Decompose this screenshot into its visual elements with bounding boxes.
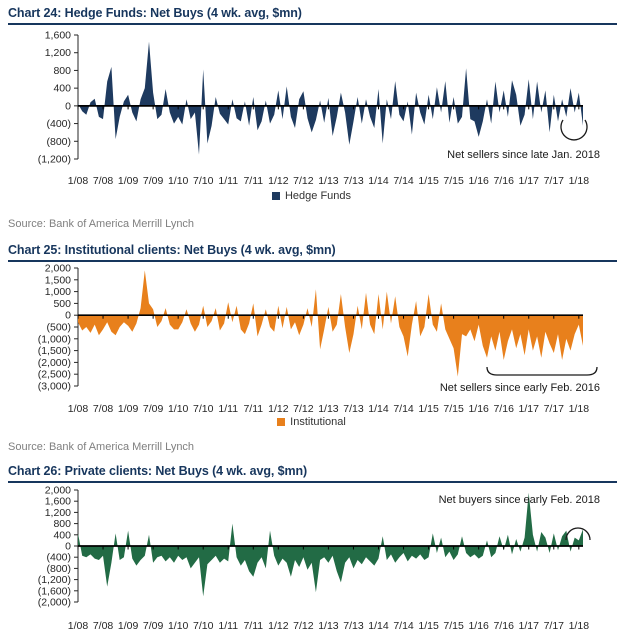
chart26-annotation-arc: [566, 528, 590, 540]
svg-text:7/11: 7/11: [243, 175, 264, 187]
svg-text:1/08: 1/08: [67, 403, 89, 415]
chart25-title: Chart 25: Institutional clients: Net Buys (4 wk. avg, $mn): [8, 243, 617, 262]
svg-text:500: 500: [53, 297, 71, 310]
svg-text:1/09: 1/09: [117, 403, 139, 415]
svg-text:1/11: 1/11: [218, 403, 239, 415]
chart26-annotation-text: Net buyers since early Feb. 2018: [438, 494, 600, 506]
svg-text:7/15: 7/15: [443, 175, 464, 187]
svg-text:7/13: 7/13: [343, 403, 364, 415]
svg-text:(400): (400): [46, 551, 71, 564]
svg-text:1/13: 1/13: [318, 620, 339, 632]
svg-text:800: 800: [53, 518, 71, 531]
chart25-source: Source: Bank of America Merrill Lynch: [8, 441, 195, 453]
svg-text:(1,200): (1,200): [37, 574, 71, 587]
svg-text:1,200: 1,200: [44, 47, 71, 60]
svg-text:1/18: 1/18: [568, 175, 590, 187]
svg-text:0: 0: [65, 309, 71, 322]
svg-text:1/08: 1/08: [67, 620, 89, 632]
institutional-legend-swatch-icon: [277, 418, 285, 426]
svg-text:(1,500): (1,500): [37, 345, 71, 358]
svg-text:1/17: 1/17: [518, 403, 539, 415]
svg-text:0: 0: [65, 540, 71, 553]
svg-text:7/15: 7/15: [443, 620, 464, 632]
chart25-plot: [0, 262, 623, 415]
chart25-legend: [0, 415, 623, 429]
svg-text:7/08: 7/08: [92, 620, 114, 632]
svg-text:400: 400: [53, 82, 71, 95]
svg-text:1/18: 1/18: [568, 620, 590, 632]
svg-text:7/16: 7/16: [493, 175, 514, 187]
svg-text:7/12: 7/12: [293, 403, 314, 415]
svg-text:7/10: 7/10: [192, 403, 214, 415]
svg-text:1/16: 1/16: [468, 620, 489, 632]
svg-text:7/17: 7/17: [543, 403, 565, 415]
chart24-axes: [38, 30, 589, 188]
svg-text:(800): (800): [46, 135, 71, 148]
svg-text:(1,200): (1,200): [37, 153, 71, 166]
svg-text:(1,000): (1,000): [37, 333, 71, 346]
svg-text:7/12: 7/12: [293, 620, 314, 632]
svg-text:7/17: 7/17: [543, 175, 565, 187]
svg-text:1/12: 1/12: [268, 175, 289, 187]
svg-text:7/15: 7/15: [443, 403, 464, 415]
svg-text:1/10: 1/10: [167, 620, 189, 632]
hedge-funds-legend-swatch-icon: [272, 192, 280, 200]
svg-text:7/13: 7/13: [343, 175, 364, 187]
chart24-legend-label: Hedge Funds: [284, 190, 352, 202]
svg-text:7/14: 7/14: [393, 175, 414, 187]
chart25-annotation-text: Net sellers since early Feb. 2016: [439, 382, 600, 394]
chart26-title: Chart 26: Private clients: Net Buys (4 wk. avg, $mn): [8, 464, 617, 483]
svg-text:1/15: 1/15: [418, 403, 439, 415]
svg-text:0: 0: [65, 100, 71, 113]
svg-text:7/16: 7/16: [493, 620, 514, 632]
svg-text:1/15: 1/15: [418, 175, 439, 187]
svg-text:1/12: 1/12: [268, 620, 289, 632]
svg-text:1,000: 1,000: [44, 286, 71, 299]
svg-text:7/09: 7/09: [142, 403, 164, 415]
svg-text:1/13: 1/13: [318, 175, 339, 187]
svg-text:400: 400: [53, 529, 71, 542]
svg-text:7/08: 7/08: [92, 403, 114, 415]
svg-text:(400): (400): [46, 118, 71, 131]
svg-text:1/13: 1/13: [318, 403, 339, 415]
svg-text:7/13: 7/13: [343, 620, 364, 632]
svg-text:7/09: 7/09: [142, 620, 164, 632]
svg-text:1,600: 1,600: [44, 29, 71, 42]
svg-text:800: 800: [53, 64, 71, 77]
chart24-annotation-circle: [561, 120, 587, 140]
svg-text:2,000: 2,000: [44, 484, 71, 497]
svg-text:1/12: 1/12: [268, 403, 289, 415]
chart26-axes: [38, 485, 589, 633]
svg-text:1/14: 1/14: [368, 403, 389, 415]
chart25-section: [0, 243, 623, 454]
svg-text:7/11: 7/11: [243, 620, 264, 632]
svg-text:(2,500): (2,500): [37, 368, 71, 381]
svg-text:1,200: 1,200: [44, 506, 71, 519]
svg-text:7/11: 7/11: [243, 403, 264, 415]
chart25-annotation-brace: [487, 367, 597, 375]
svg-text:7/10: 7/10: [192, 620, 214, 632]
svg-text:(800): (800): [46, 562, 71, 575]
chart26-plot: [0, 483, 623, 633]
svg-text:7/08: 7/08: [92, 175, 114, 187]
svg-text:7/17: 7/17: [543, 620, 565, 632]
svg-text:(2,000): (2,000): [37, 356, 71, 369]
svg-text:1/10: 1/10: [167, 175, 189, 187]
svg-text:1/18: 1/18: [568, 403, 590, 415]
svg-text:1/17: 1/17: [518, 620, 539, 632]
svg-text:1/11: 1/11: [218, 620, 239, 632]
svg-text:7/09: 7/09: [142, 175, 164, 187]
svg-text:7/14: 7/14: [393, 620, 414, 632]
svg-text:1,500: 1,500: [44, 274, 71, 287]
svg-text:(3,000): (3,000): [37, 380, 71, 393]
svg-text:1/09: 1/09: [117, 620, 139, 632]
chart26-section: [0, 464, 623, 633]
chart24-plot: [0, 25, 623, 189]
svg-text:1/15: 1/15: [418, 620, 439, 632]
svg-text:2,000: 2,000: [44, 262, 71, 275]
svg-text:1/11: 1/11: [218, 175, 239, 187]
svg-text:7/12: 7/12: [293, 175, 314, 187]
svg-text:1/14: 1/14: [368, 175, 389, 187]
svg-text:(1,600): (1,600): [37, 585, 71, 598]
svg-text:1/10: 1/10: [167, 403, 189, 415]
svg-text:7/10: 7/10: [192, 175, 214, 187]
svg-text:1,600: 1,600: [44, 495, 71, 508]
chart24-legend: [0, 189, 623, 203]
chart25-legend-label: Institutional: [290, 416, 346, 428]
report-page: [0, 6, 623, 633]
chart24-source: Source: Bank of America Merrill Lynch: [8, 218, 195, 230]
chart24-title: Chart 24: Hedge Funds: Net Buys (4 wk. avg, $mn): [8, 6, 617, 25]
svg-text:1/16: 1/16: [468, 175, 489, 187]
svg-text:7/16: 7/16: [493, 403, 514, 415]
svg-text:1/16: 1/16: [468, 403, 489, 415]
svg-text:7/14: 7/14: [393, 403, 414, 415]
svg-text:(500): (500): [46, 321, 71, 334]
svg-text:1/17: 1/17: [518, 175, 539, 187]
svg-text:(2,000): (2,000): [37, 596, 71, 609]
svg-text:1/08: 1/08: [67, 175, 89, 187]
svg-text:1/09: 1/09: [117, 175, 139, 187]
chart24-section: [0, 6, 623, 231]
svg-text:1/14: 1/14: [368, 620, 389, 632]
chart24-annotation-text: Net sellers since late Jan. 2018: [447, 149, 600, 161]
